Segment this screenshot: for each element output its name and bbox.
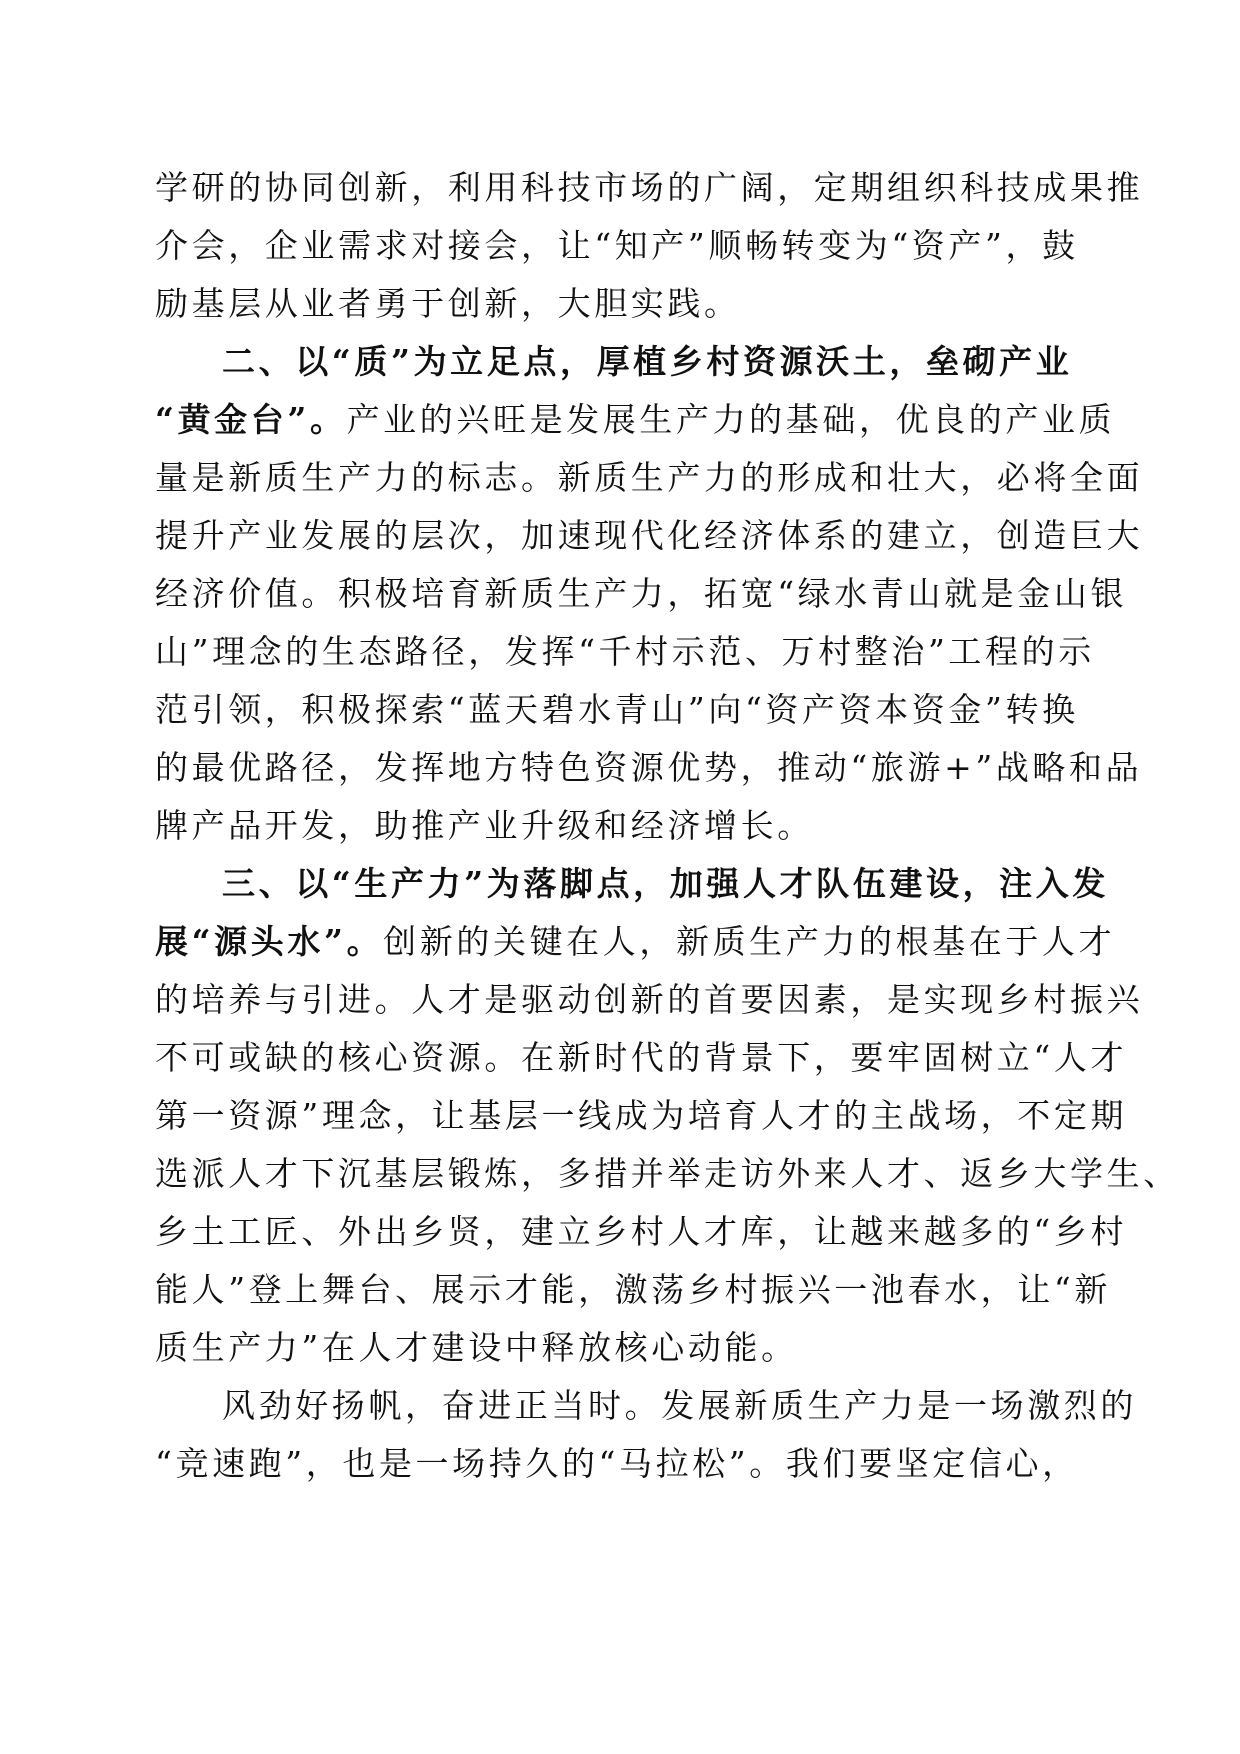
paragraph-line: 质生产力”在人才建设中释放核心动能。 [155, 1328, 798, 1367]
paragraph-text: 创新的关键在人，新质生产力的根基在于人才 [383, 922, 1116, 961]
paragraph-line: 量是新质生产力的标志。新质生产力的形成和壮大，必将全面 [155, 458, 1144, 497]
paragraph-line: 第一资源”理念，让基层一线成为培育人才的主战场，不定期 [155, 1096, 1128, 1135]
paragraph-line: 介会，企业需求对接会，让“知产”顺畅转变为“资产”，鼓 [155, 226, 1079, 265]
paragraph-line: 学研的协同创新，利用科技市场的广阔，定期组织科技成果推 [155, 168, 1144, 207]
paragraph-line: 风劲好扬帆，奋进正当时。发展新质生产力是一场激烈的 [222, 1386, 1137, 1425]
paragraph-line: 范引领，积极探索“蓝天碧水青山”向“资产资本资金”转换 [155, 690, 1079, 729]
paragraph-line: 经济价值。积极培育新质生产力，拓宽“绿水青山就是金山银 [155, 574, 1128, 613]
section-heading-3: 三、以“生产力”为落脚点，加强人才队伍建设，注入发 [222, 864, 1109, 903]
paragraph-line: 提升产业发展的层次，加速现代化经济体系的建立，创造巨大 [155, 516, 1144, 555]
paragraph-line: 的培养与引进。人才是驱动创新的首要因素，是实现乡村振兴 [155, 980, 1144, 1019]
paragraph-line: 的最优路径，发挥地方特色资源优势，推动“旅游+”战略和品 [155, 748, 1143, 787]
paragraph-line: 不可或缺的核心资源。在新时代的背景下，要牢固树立“人才 [155, 1038, 1128, 1077]
section-heading-2-end: “黄金台”。 [155, 400, 347, 439]
paragraph-line [155, 400, 1116, 440]
paragraph-line: 选派人才下沉基层锻炼，多措并举走访外来人才、返乡大学生、 [155, 1154, 1180, 1193]
paragraph-line: “竞速跑”，也是一场持久的“马拉松”。我们要坚定信心， [155, 1444, 1079, 1483]
paragraph-line: 能人”登上舞台、展示才能，激荡乡村振兴一池春水，让“新 [155, 1270, 1111, 1309]
paragraph-line: 山”理念的生态路径，发挥“千村示范、万村整治”工程的示 [155, 632, 1095, 671]
section-heading-2: 二、以“质”为立足点，厚植乡村资源沃土，垒砌产业 [222, 342, 1073, 381]
paragraph-line: 牌产品开发，助推产业升级和经济增长。 [155, 806, 814, 845]
paragraph-line: 乡土工匠、外出乡贤，建立乡村人才库，让越来越多的“乡村 [155, 1212, 1128, 1251]
paragraph-line: 励基层从业者勇于创新，大胆实践。 [155, 284, 741, 323]
paragraph-line [155, 922, 1116, 962]
section-heading-3-end: 展“源头水”。 [155, 922, 384, 961]
paragraph-text: 产业的兴旺是发展生产力的基础，优良的产业质 [346, 400, 1116, 439]
